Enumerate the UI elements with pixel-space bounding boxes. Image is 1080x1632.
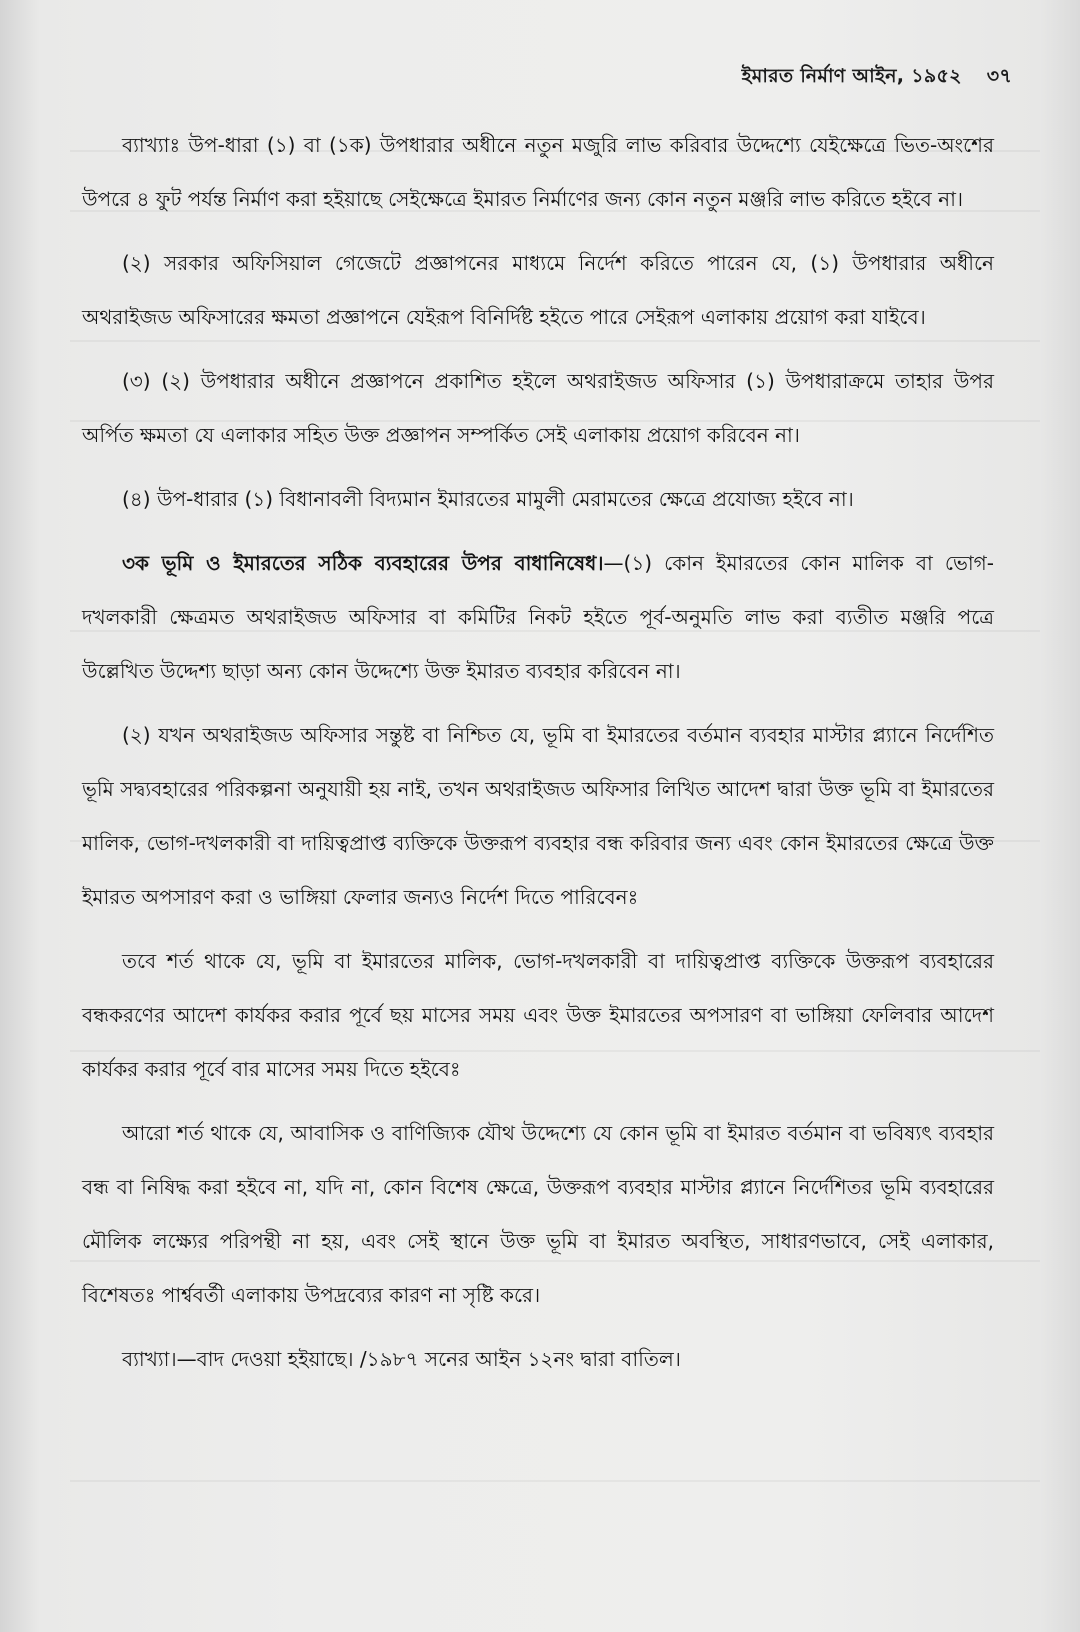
bleed-line xyxy=(70,1480,1040,1482)
paragraph: আরো শর্ত থাকে যে, আবাসিক ও বাণিজ্যিক যৌথ উদ্দেশ্যে যে কোন ভূমি বা ইমারত বর্তমান বা ভবিষ্যৎ ব্যবহার বন্ধ বা নিষিদ্ধ করা হইবে না, যদি না, কোন বিশেষ ক্ষেত্রে, উক্তরূপ ব্যবহার মাস্টার প্ল্যানে নির্দেশিতর ভূমি ব্যবহারের মৌলিক লক্ষ্যের পরিপন্থী না হয়, এবং সেই স্থানে উক্ত ভূমি বা ইমারত অবস্থিত, সাধারণভাবে, সেই এলাকার, বিশেষতঃ পার্শ্ববর্তী এলাকায় উপদ্রব্যের কারণ না সৃষ্টি করে। xyxy=(82,1121,994,1307)
section-3a xyxy=(82,536,994,698)
header-title: ইমারত নির্মাণ আইন, ১৯৫২ xyxy=(741,65,962,87)
paragraph: (২) সরকার অফিসিয়াল গেজেটে প্রজ্ঞাপনের মাধ্যমে নির্দেশ করিতে পারেন যে, (১) উপধারার অধীনে অথরাইজড অফিসারের ক্ষমতা প্রজ্ঞাপনে যেইরূপ বিনির্দিষ্ট হইতে পারে সেইরূপ এলাকায় প্রয়োগ করা যাইবে। xyxy=(82,251,994,329)
body-text xyxy=(82,118,994,1396)
paragraph: (২) যখন অথরাইজড অফিসার সন্তুষ্ট বা নিশ্চিত যে, ভূমি বা ইমারতের বর্তমান ব্যবহার মাস্টার প্ল্যানে নির্দেশিত ভূমি সদ্ব্যবহারের পরিকল্পনা অনুযায়ী হয় নাই, তখন অথরাইজড অফিসার লিখিত আদেশ দ্বারা উক্ত ভূমি বা ইমারতের মালিক, ভোগ-দখলকারী বা দায়িত্বপ্রাপ্ত ব্যক্তিকে উক্তরূপ ব্যবহার বন্ধ করিবার জন্য এবং কোন ইমারতের ক্ষেত্রে উক্ত ইমারত অপসারণ করা ও ভাঙ্গিয়া ফেলার জন্যও নির্দেশ দিতে পারিবেনঃ xyxy=(82,723,994,909)
running-header xyxy=(742,62,1012,94)
paragraph: তবে শর্ত থাকে যে, ভূমি বা ইমারতের মালিক, ভোগ-দখলকারী বা দায়িত্বপ্রাপ্ত ব্যক্তিকে উক্তরূপ ব্যবহারের বন্ধকরণের আদেশ কার্যকর করার পূর্বে ছয় মাসের সময় এবং উক্ত ইমারতের অপসারণ বা ভাঙ্গিয়া ফেলিবার আদেশ কার্যকর করার পূর্বে বার মাসের সময় দিতে হইবেঃ xyxy=(82,949,994,1081)
section-heading: ৩ক ভূমি ও ইমারতের সঠিক ব্যবহারের উপর বাধানিষেধ। xyxy=(122,551,604,575)
paragraph: (৩) (২) উপধারার অধীনে প্রজ্ঞাপনে প্রকাশিত হইলে অথরাইজড অফিসার (১) উপধারাক্রমে তাহার উপর অর্পিত ক্ষমতা যে এলাকার সহিত উক্ত প্রজ্ঞাপন সম্পর্কিত সেই এলাকায় প্রয়োগ করিবেন না। xyxy=(82,369,994,447)
section-text: —(১) কোন ইমারতের কোন মালিক বা ভোগ-দখলকারী ক্ষেত্রমত অথরাইজড অফিসার বা কমিটির নিকট হইতে পূর্ব-অনুমতি লাভ করা ব্যতীত মঞ্জরি পত্রে উল্লেখিত উদ্দেশ্য ছাড়া অন্য কোন উদ্দেশ্যে উক্ত ইমারত ব্যবহার করিবেন না। xyxy=(82,551,994,683)
paragraph: ব্যাখ্যাঃ উপ-ধারা (১) বা (১ক) উপধারার অধীনে নতুন মজুরি লাভ করিবার উদ্দেশ্যে যেইক্ষেত্রে ভিত-অংশের উপরে ৪ ফুট পর্যন্ত নির্মাণ করা হইয়াছে সেইক্ষেত্রে ইমারত নির্মাণের জন্য কোন নতুন মঞ্জরি লাভ করিতে হইবে না। xyxy=(82,133,994,211)
paragraph: ব্যাখ্যা।—বাদ দেওয়া হইয়াছে। /১৯৮৭ সনের আইন ১২নং দ্বারা বাতিল। xyxy=(122,1347,681,1371)
paragraph: (৪) উপ-ধারার (১) বিধানাবলী বিদ্যমান ইমারতের মামুলী মেরামতের ক্ষেত্রে প্রযোজ্য হইবে না। xyxy=(122,487,854,511)
page-number: ৩৭ xyxy=(986,65,1012,87)
